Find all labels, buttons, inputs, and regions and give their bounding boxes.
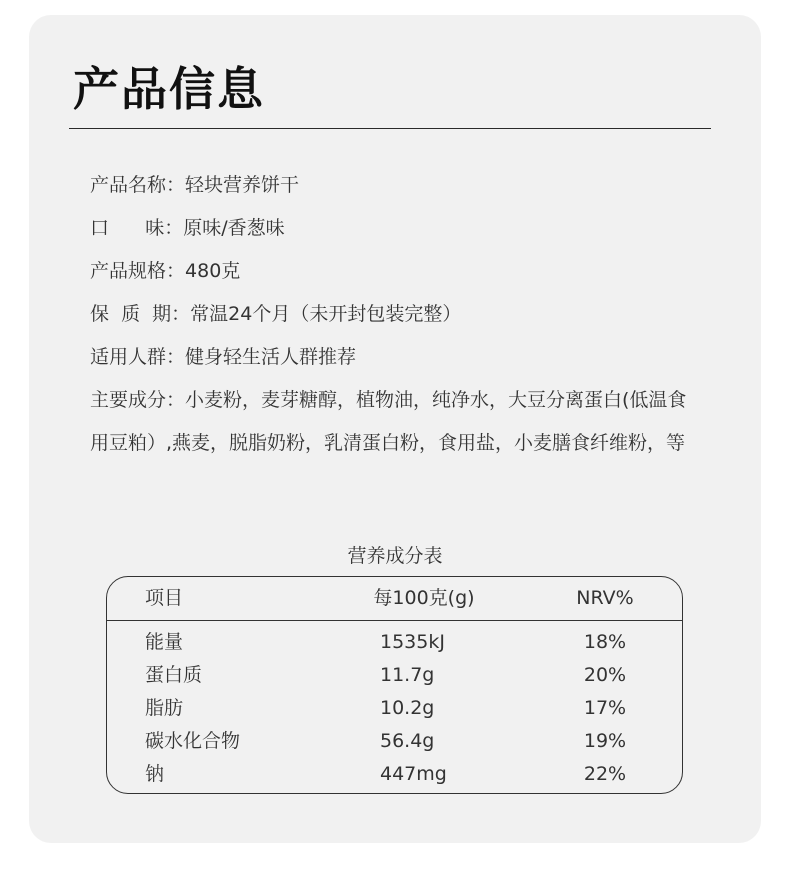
nutrient-nrv: 20%: [583, 664, 627, 686]
table-body: [107, 626, 682, 791]
nutrition-table-title: 营养成分表: [347, 545, 443, 567]
table-row: [107, 758, 682, 791]
info-value: 原味/香葱味: [183, 217, 285, 239]
info-label: 口 味：: [90, 217, 184, 239]
info-row-target-group: [90, 336, 702, 379]
info-value: 小麦粉，麦芽糖醇，植物油，纯净水，大豆分离蛋白(低温食用豆粕）,燕麦，脱脂奶粉，乳清蛋白粉，食用盐，小麦膳食纤维粉，等: [90, 389, 687, 454]
info-row-spec: [90, 250, 702, 293]
table-row: [107, 659, 682, 692]
info-label: 产品规格：: [90, 260, 186, 282]
header-per-100g: 每100克(g): [373, 587, 475, 609]
table-row: [107, 692, 682, 725]
info-row-flavor: [90, 207, 702, 250]
table-header: [107, 577, 682, 620]
info-label: 产品名称：: [90, 174, 186, 196]
table-row: [107, 626, 682, 659]
info-row-shelf-life: [90, 293, 702, 336]
info-value: 常温24个月（未开封包装完整）: [190, 303, 462, 325]
info-row-ingredients: [90, 379, 702, 465]
nutrient-nrv: 18%: [583, 631, 627, 653]
nutrient-amount: 1535kJ: [380, 631, 445, 653]
nutrient-nrv: 17%: [583, 697, 627, 719]
info-value: 480克: [185, 260, 241, 282]
info-value: 轻块营养饼干: [185, 174, 300, 196]
product-info-list: [90, 164, 702, 465]
nutrient-name: 能量: [145, 631, 184, 653]
info-label: 适用人群：: [90, 346, 186, 368]
nutrient-name: 蛋白质: [145, 664, 203, 686]
info-label: 保 质 期：: [90, 303, 191, 325]
nutrient-name: 脂肪: [145, 697, 184, 719]
nutrient-name: 钠: [145, 763, 165, 785]
nutrient-amount: 56.4g: [380, 730, 435, 752]
info-label: 主要成分：: [90, 389, 186, 411]
header-item: 项目: [145, 587, 184, 609]
info-value: 健身轻生活人群推荐: [185, 346, 357, 368]
nutrition-table: [106, 576, 683, 794]
title-divider: [69, 128, 711, 129]
table-row: [107, 725, 682, 758]
nutrient-nrv: 22%: [583, 763, 627, 785]
nutrient-name: 碳水化合物: [145, 730, 241, 752]
info-row-product-name: [90, 164, 702, 207]
header-nrv: NRV%: [576, 587, 634, 609]
nutrient-amount: 447mg: [380, 763, 447, 785]
nutrient-amount: 11.7g: [380, 664, 435, 686]
nutrient-amount: 10.2g: [380, 697, 435, 719]
page-title: 产品信息: [73, 62, 265, 116]
nutrient-nrv: 19%: [583, 730, 627, 752]
header-divider: [107, 620, 682, 621]
